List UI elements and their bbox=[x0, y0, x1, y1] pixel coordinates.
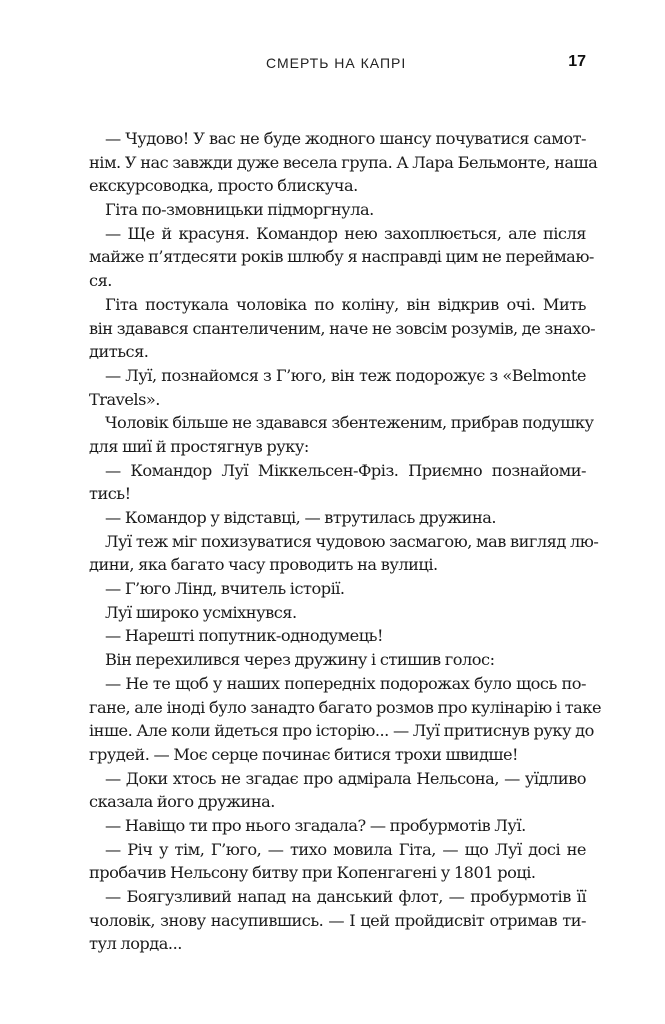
text-line: Луї теж міг похизуватися чудовою засмагою, мав вигляд лю- bbox=[105, 531, 599, 551]
text-line: Гіта постукала чоловіка по коліну, він відкрив очі. Мить bbox=[105, 294, 586, 314]
text-line: дини, яка багато часу проводить на вулиці. bbox=[89, 555, 438, 575]
text-line: Він перехилився через дружину і стишив голос: bbox=[105, 650, 495, 670]
text-line: — Ще й красуня. Командор нею захоплюється, але після bbox=[105, 223, 586, 243]
text-line: для шиї й простягнув руку: bbox=[89, 436, 309, 456]
text-line: — Г’юго Лінд, вчитель історії. bbox=[105, 579, 345, 599]
text-line: — Не те щоб у наших попередніх подорожах було щось по- bbox=[105, 673, 586, 693]
page-header bbox=[86, 53, 586, 75]
text-line: Гіта по-змовницьки підморгнула. bbox=[105, 200, 374, 220]
text-line: майже п’ятдесяти років шлюбу я насправді цим не переймаю- bbox=[89, 247, 594, 267]
text-line: — Боягузливий напад на данський флот, — пробурмотів її bbox=[105, 887, 586, 906]
text-line: тул лорда... bbox=[89, 934, 182, 954]
text-line: — Командор Луї Міккельсен-Фріз. Приємно познайоми- bbox=[105, 460, 586, 480]
text-line: Travels». bbox=[89, 389, 160, 409]
text-line: — Навіщо ти про нього згадала? — пробурмотів Луї. bbox=[105, 815, 526, 835]
body-text bbox=[89, 127, 602, 956]
text-line: грудей. — Моє серце починає битися трохи швидше! bbox=[89, 744, 519, 764]
running-title: СМЕРТЬ НА КАПРІ bbox=[266, 55, 407, 71]
text-line: — Луї, познайомся з Г’юго, він теж подорожує з «Belmonte bbox=[105, 365, 586, 385]
text-line: — Командор у відставці, — втрутилась дружина. bbox=[105, 508, 497, 527]
text-line: Чоловік більше не здавався збентеженим, прибрав подушку bbox=[105, 413, 594, 433]
text-line: гане, але іноді було занадто багато розмов про кулінарію і таке bbox=[89, 697, 602, 717]
text-line: інше. Але коли йдеться про історію... — Луї притиснув руку до bbox=[89, 721, 594, 741]
text-line: екскурсоводка, просто блискуча. bbox=[89, 176, 358, 196]
text-line: пробачив Нельсону битву при Копенгагені у 1801 році. bbox=[89, 863, 536, 883]
page-number: 17 bbox=[568, 53, 586, 70]
text-line: тись! bbox=[89, 484, 131, 504]
text-line: — Нарешті попутник-однодумець! bbox=[105, 626, 383, 646]
text-line: він здавався спантеличеним, наче не зовсім розумів, де знахо- bbox=[89, 318, 596, 338]
text-line: — Чудово! У вас не буде жодного шансу почуватися самот- bbox=[105, 129, 586, 148]
text-line: сказала його дружина. bbox=[89, 792, 275, 812]
text-line: — Річ у тім, Г’юго, — тихо мовила Гіта, — що Луї досі не bbox=[105, 839, 586, 859]
text-line: диться. bbox=[89, 342, 149, 362]
text-line: Луї широко усміхнувся. bbox=[105, 602, 297, 622]
text-line: нім. У нас завжди дуже весела група. А Лара Бельмонте, наша bbox=[89, 152, 598, 172]
text-line: — Доки хтось не згадає про адмірала Нельсона, — уїдливо bbox=[105, 768, 586, 788]
text-line: ся. bbox=[89, 271, 112, 291]
text-line: чоловік, знову насупившись. — І цей пройдисвіт отримав ти- bbox=[89, 910, 586, 930]
